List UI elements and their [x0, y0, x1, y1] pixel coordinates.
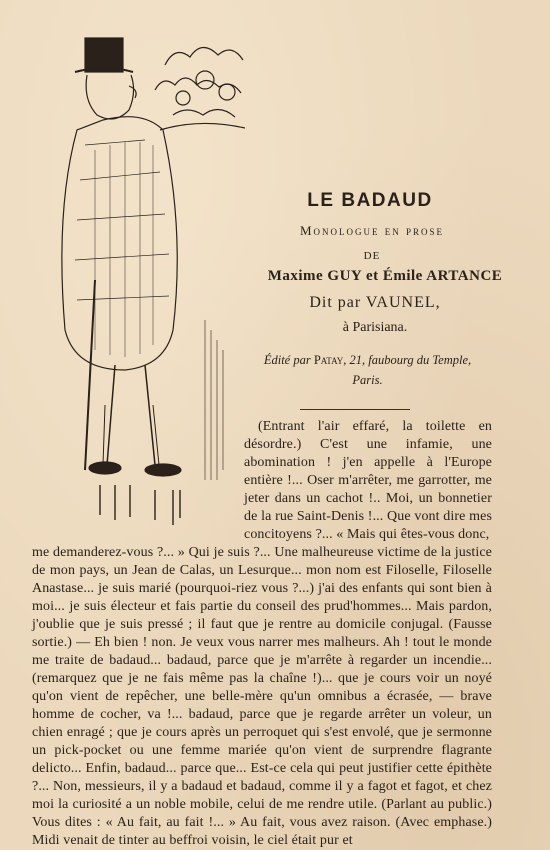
edited-prefix: Édité par	[263, 353, 311, 367]
publisher-address: , 21, faubourg du Temple,	[343, 353, 472, 367]
page-title: LE BADAUD	[307, 190, 433, 211]
venue-line: à Parisiana.	[342, 320, 408, 335]
wide-paragraph: me demanderez-vous ?... » Qui je suis ?... Une malheureuse victime de la justice de mon pays, un Jean de Calas, un Lesurque... mon nom est Filoselle, Filoselle Anastase... je suis marié (pourquoi-riez vous ?...) j'ai des enfants qui sont bien à moi... je suis électeur et fais partie du conseil des prud'hommes... Mais pardon, j'oublie que je suis pressé ; il faut que je rentre au domicile conjugal. (Fausse sortie.) — Eh bien ! non. Je veux vous narrer mes malheurs. Ah ! tout le monde me traite de badaud... badaud, parce que je m'arrête à regarder un incendie... (remarquez que je ne fais même pas la chaîne !)... que je cours voir un noyé qu'on vient de repêcher, une belle-mère qu'un omnibus a écrasée, — brave homme de cocher, va !... badaud, parce que je regarde arrêter un voleur, un chien enragé ; que je cours après un perroquet qui s'est envolé, que je sermonne un pick-pocket ou une femme mariée qu'on vient de surprendre flagrante delicto... Enfin, badaud... parce que... Est-ce cela qui peut justifier cette épithète ?... Non, messieurs, il y a badaud et badaud, comme il y a fagot et fagot, et chez moi la curiosité a un noble mobile, celui de me rendre utile. (Parlant au public.) Vous dites : « Au fait, au fait !... » Au fait, vous avez raison. (Avec emphase.) Midi venait de tinter au beffroi voisin, le ciel était pur et	[32, 545, 492, 848]
narrow-text-block	[244, 418, 492, 544]
publisher-city: Paris.	[352, 373, 383, 387]
subtitle: Monologue en prose	[299, 223, 445, 238]
publisher-name: Patay	[313, 353, 344, 367]
authors: Maxime GUY et Émile ARTANCE	[267, 268, 503, 284]
de-label: DE	[363, 250, 381, 262]
separator-rule	[300, 409, 410, 410]
badaud-illustration	[55, 20, 245, 530]
performer-line: Dit par VAUNEL,	[309, 294, 441, 311]
wide-text-block	[32, 544, 492, 850]
publisher-line	[240, 350, 495, 390]
narrow-paragraph: (Entrant l'air effaré, la toilette en désordre.) C'est une infamie, une abomination ! j'en appelle à l'Europe entière !... Oser m'arrêter, me garrotter, me jeter dans un cachot !.. Moi, un bonnetier de la rue Saint-Denis !... Que vont dire mes concitoyens ?... « Mais qui êtes-vous donc,	[244, 419, 492, 542]
